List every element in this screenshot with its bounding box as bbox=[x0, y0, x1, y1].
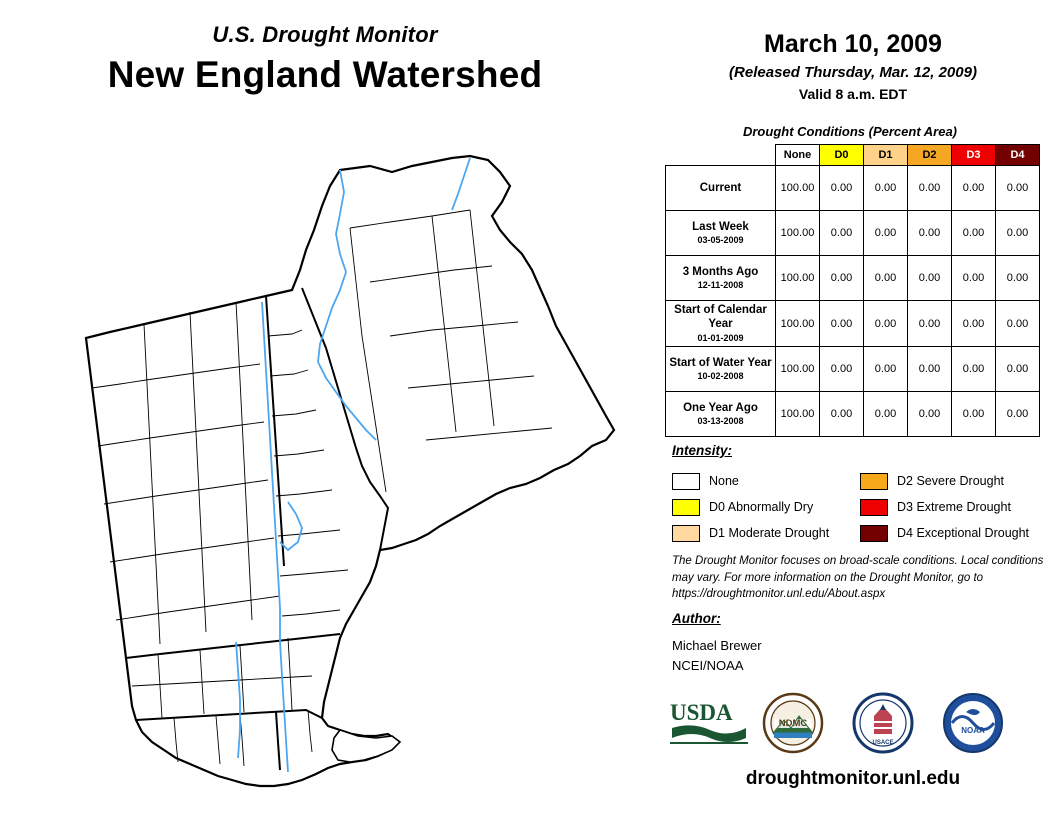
valid-time: Valid 8 a.m. EDT bbox=[798, 86, 908, 102]
cell-d0: 0.00 bbox=[820, 166, 864, 211]
cell-d2: 0.00 bbox=[908, 392, 952, 437]
logo-row bbox=[660, 692, 1050, 758]
legend-item-d4 bbox=[860, 520, 1029, 546]
cell-d2: 0.00 bbox=[908, 211, 952, 256]
row-label-text: Current bbox=[699, 181, 742, 194]
cell-none: 100.00 bbox=[776, 347, 820, 392]
cell-d1: 0.00 bbox=[864, 166, 908, 211]
row-label-text: Start of Water Year bbox=[669, 356, 772, 369]
cell-d3: 0.00 bbox=[952, 301, 996, 347]
cell-d2: 0.00 bbox=[908, 256, 952, 301]
legend-label: D2 Severe Drought bbox=[897, 474, 1005, 488]
cell-d2: 0.00 bbox=[908, 347, 952, 392]
author-title: Author: bbox=[672, 611, 721, 626]
ndmc-logo-text: NDMC bbox=[778, 718, 808, 729]
website-url[interactable]: droughtmonitor.unl.edu bbox=[745, 768, 961, 789]
cell-d4: 0.00 bbox=[996, 211, 1040, 256]
cell-none: 100.00 bbox=[776, 256, 820, 301]
cell-d1: 0.00 bbox=[864, 392, 908, 437]
row-label-date: 01-01-2009 bbox=[697, 332, 744, 343]
col-header-d1: D1 bbox=[864, 145, 908, 166]
legend-label: D1 Moderate Drought bbox=[709, 526, 830, 540]
cell-d1: 0.00 bbox=[864, 256, 908, 301]
row-label-start-calendar-year bbox=[666, 301, 776, 347]
cell-d4: 0.00 bbox=[996, 256, 1040, 301]
cell-d1: 0.00 bbox=[864, 211, 908, 256]
table-caption: Drought Conditions (Percent Area) bbox=[742, 124, 958, 139]
cell-d3: 0.00 bbox=[952, 392, 996, 437]
cell-d3: 0.00 bbox=[952, 256, 996, 301]
release-date: (Released Thursday, Mar. 12, 2009) bbox=[729, 64, 977, 81]
row-label-text: Last Week bbox=[692, 220, 749, 233]
corner-cell bbox=[666, 145, 776, 166]
swatch-d1-icon bbox=[672, 525, 700, 542]
cell-d0: 0.00 bbox=[820, 392, 864, 437]
row-label-current bbox=[666, 166, 776, 211]
cell-d4: 0.00 bbox=[996, 301, 1040, 347]
legend-item-d3 bbox=[860, 494, 1029, 520]
col-header-d4: D4 bbox=[996, 145, 1040, 166]
legend-item-d1 bbox=[672, 520, 829, 546]
legend-label: D0 Abnormally Dry bbox=[709, 500, 814, 514]
cell-d4: 0.00 bbox=[996, 166, 1040, 211]
swatch-none-icon bbox=[672, 473, 700, 490]
col-header-d2: D2 bbox=[908, 145, 952, 166]
cell-d0: 0.00 bbox=[820, 301, 864, 347]
date-block bbox=[650, 30, 1056, 102]
row-label-text: Start of Calendar Year bbox=[674, 304, 767, 331]
author-name: Michael Brewer bbox=[672, 638, 762, 653]
cell-d1: 0.00 bbox=[864, 301, 908, 347]
noaa-logo bbox=[942, 692, 1004, 759]
cell-d2: 0.00 bbox=[908, 166, 952, 211]
author-affiliation: NCEI/NOAA bbox=[672, 658, 744, 674]
table-row bbox=[666, 301, 1040, 347]
cell-d4: 0.00 bbox=[996, 392, 1040, 437]
program-title: U.S. Drought Monitor bbox=[212, 22, 438, 47]
cell-d3: 0.00 bbox=[952, 347, 996, 392]
row-label-last-week bbox=[666, 211, 776, 256]
table-row bbox=[666, 166, 1040, 211]
legend-item-d0 bbox=[672, 494, 829, 520]
row-label-text: 3 Months Ago bbox=[682, 265, 759, 278]
intensity-legend-left bbox=[672, 468, 829, 546]
map-region-newengland bbox=[86, 156, 614, 786]
author-block bbox=[672, 636, 762, 676]
col-header-d0: D0 bbox=[820, 145, 864, 166]
row-label-3-months-ago bbox=[666, 256, 776, 301]
col-header-d3: D3 bbox=[952, 145, 996, 166]
map-date: March 10, 2009 bbox=[764, 30, 942, 58]
cell-d3: 0.00 bbox=[952, 166, 996, 211]
region-title: New England Watershed bbox=[107, 54, 543, 95]
usace-logo-text: USACE bbox=[872, 740, 894, 746]
cell-d0: 0.00 bbox=[820, 347, 864, 392]
row-label-one-year-ago bbox=[666, 392, 776, 437]
legend-label: D3 Extreme Drought bbox=[897, 500, 1011, 514]
table-row bbox=[666, 211, 1040, 256]
row-label-date: 03-13-2008 bbox=[697, 416, 744, 427]
cell-none: 100.00 bbox=[776, 392, 820, 437]
table-row bbox=[666, 392, 1040, 437]
noaa-logo-text: NOAA bbox=[961, 726, 985, 735]
cell-d3: 0.00 bbox=[952, 211, 996, 256]
intensity-legend-title: Intensity: bbox=[672, 443, 733, 458]
legend-item-none bbox=[672, 468, 829, 494]
row-label-text: One Year Ago bbox=[683, 401, 758, 414]
region-outline bbox=[86, 156, 614, 786]
row-label-date: 10-02-2008 bbox=[697, 371, 744, 382]
cell-d4: 0.00 bbox=[996, 347, 1040, 392]
cell-none: 100.00 bbox=[776, 301, 820, 347]
cell-d1: 0.00 bbox=[864, 347, 908, 392]
col-header-none: None bbox=[776, 145, 820, 166]
row-label-date: 12-11-2008 bbox=[697, 280, 744, 291]
table-row bbox=[666, 347, 1040, 392]
cell-d2: 0.00 bbox=[908, 301, 952, 347]
row-label-start-water-year bbox=[666, 347, 776, 392]
legend-label: D4 Exceptional Drought bbox=[897, 526, 1030, 540]
legend-item-d2 bbox=[860, 468, 1029, 494]
drought-conditions-table bbox=[665, 144, 1040, 437]
table-header-row bbox=[666, 145, 1040, 166]
cell-none: 100.00 bbox=[776, 211, 820, 256]
drought-map bbox=[40, 130, 650, 800]
swatch-d3-icon bbox=[860, 499, 888, 516]
swatch-d0-icon bbox=[672, 499, 700, 516]
usda-logo-text: USDA bbox=[670, 700, 733, 725]
ndmc-logo bbox=[762, 692, 824, 759]
cell-none: 100.00 bbox=[776, 166, 820, 211]
usace-logo bbox=[852, 692, 914, 759]
title-block bbox=[0, 22, 650, 96]
disclaimer-text: The Drought Monitor focuses on broad-scale conditions. Local conditions may vary. For more information on the Drought Monitor, go to https://droughtmonitor.unl.edu/About.aspx bbox=[672, 555, 1044, 601]
legend-label: None bbox=[709, 474, 739, 488]
cell-d0: 0.00 bbox=[820, 211, 864, 256]
swatch-d4-icon bbox=[860, 525, 888, 542]
intensity-legend-right bbox=[860, 468, 1029, 546]
usda-logo bbox=[670, 698, 748, 753]
cell-d0: 0.00 bbox=[820, 256, 864, 301]
row-label-date: 03-05-2009 bbox=[697, 235, 744, 246]
swatch-d2-icon bbox=[860, 473, 888, 490]
table-row bbox=[666, 256, 1040, 301]
